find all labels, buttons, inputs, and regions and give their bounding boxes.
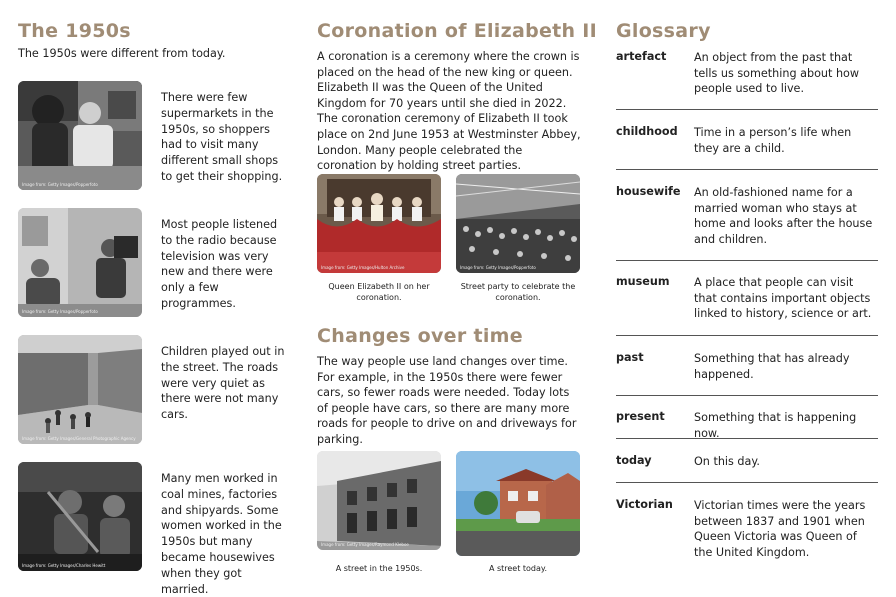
section-title-coronation: Coronation of Elizabeth II bbox=[317, 20, 598, 42]
glossary-term: childhood bbox=[616, 125, 678, 138]
glossary-entry-victorian bbox=[616, 498, 878, 560]
photo-street-children bbox=[18, 335, 142, 444]
glossary-entry-childhood bbox=[616, 125, 878, 170]
photo-credit: Image from: Getty Images/Popperfoto bbox=[460, 265, 536, 270]
caption-mines: Many men worked in coal mines, factories and shipyards. Some women worked in the 1950s but many became housewives when they got married. bbox=[161, 472, 282, 596]
glossary-term: artefact bbox=[616, 50, 667, 63]
intro-text: The 1950s were different from today. bbox=[18, 47, 226, 60]
glossary-definition: On this day. bbox=[694, 455, 760, 468]
glossary-definition: Something that has already happened. bbox=[694, 352, 850, 381]
caption-street-today: A street today. bbox=[488, 564, 548, 573]
caption-street-1950s: A street in the 1950s. bbox=[335, 564, 423, 573]
glossary-entry-present bbox=[616, 410, 878, 439]
changes-text: The way people use land changes over time. For example, in the 1950s there were fewer cars, so fewer roads were needed. Today lots of people have cars, so there are many more roads for people to drive on and driveways for parking. bbox=[317, 355, 577, 446]
photo-radio bbox=[18, 208, 142, 317]
glossary-entry-museum bbox=[616, 275, 878, 336]
photo-credit: Image from: Getty Images/Raymond Kleboe bbox=[321, 542, 409, 547]
glossary-definition: Time in a person’s life when they are a child. bbox=[694, 126, 852, 155]
photo-street-party bbox=[456, 174, 580, 273]
glossary-term: Victorian bbox=[616, 498, 673, 511]
photo-street-today bbox=[456, 451, 580, 556]
glossary-definition: An old-fashioned name for a married woman who stays at home and looks after the house and children. bbox=[694, 186, 873, 246]
photo-credit: Image from: Getty Images/Hulton Archive bbox=[321, 265, 405, 270]
caption-street: Children played out in the street. The roads were very quiet as there were not many cars. bbox=[161, 345, 285, 422]
glossary-entry-past bbox=[616, 351, 878, 396]
glossary-term: present bbox=[616, 410, 665, 423]
caption-radio: Most people listened to the radio because television was very new and there were only a few programmes. bbox=[161, 218, 278, 310]
caption-queen: Queen Elizabeth II on her coronation. bbox=[328, 282, 430, 302]
photo-credit: Image from: Getty Images/Popperfoto bbox=[22, 309, 98, 314]
glossary-term: today bbox=[616, 454, 652, 467]
caption-street-party: Street party to celebrate the coronation. bbox=[460, 282, 576, 302]
photo-street-1950s bbox=[317, 451, 441, 550]
glossary-entry-today bbox=[616, 454, 878, 483]
coronation-text: A coronation is a ceremony where the crown is placed on the head of the new king or queen. Elizabeth II was the Queen of the United Kingdom for 70 years until she died in 2022. The coronation ceremony of Elizabeth II took place on 2nd June 1953 at Westminster Abbey, London. Many people celebrated the coronation by holding street parties. bbox=[317, 50, 581, 173]
photo-shop bbox=[18, 81, 142, 190]
section-title-changes: Changes over time bbox=[317, 325, 523, 347]
glossary-term: housewife bbox=[616, 185, 681, 198]
section-title-1950s: The 1950s bbox=[18, 20, 131, 42]
glossary-term: museum bbox=[616, 275, 670, 288]
photo-queen-coronation bbox=[317, 174, 441, 273]
glossary-term: past bbox=[616, 351, 644, 364]
photo-coal-mine bbox=[18, 462, 142, 571]
glossary-definition: An object from the past that tells us something about how people used to live. bbox=[694, 51, 860, 96]
photo-credit: Image from: Getty Images/Charles Hewitt bbox=[22, 563, 106, 568]
glossary-entry-artefact bbox=[616, 50, 878, 110]
glossary-definition: Victorian times were the years between 1837 and 1901 when Queen Victoria was Queen of the United Kingdom. bbox=[694, 499, 866, 559]
photo-credit: Image from: Getty Images/Popperfoto bbox=[22, 182, 98, 187]
photo-credit: Image from: Getty Images/General Photographic Agency bbox=[22, 436, 136, 441]
glossary-definition: A place that people can visit that contains important objects linked to history, science or art. bbox=[694, 276, 872, 321]
glossary-definition: Something that is happening now. bbox=[694, 411, 857, 440]
caption-shops: There were few supermarkets in the 1950s, so shoppers had to visit many different small shops to get their shopping. bbox=[161, 91, 283, 183]
glossary-entry-housewife bbox=[616, 185, 878, 261]
section-title-glossary: Glossary bbox=[616, 20, 711, 42]
